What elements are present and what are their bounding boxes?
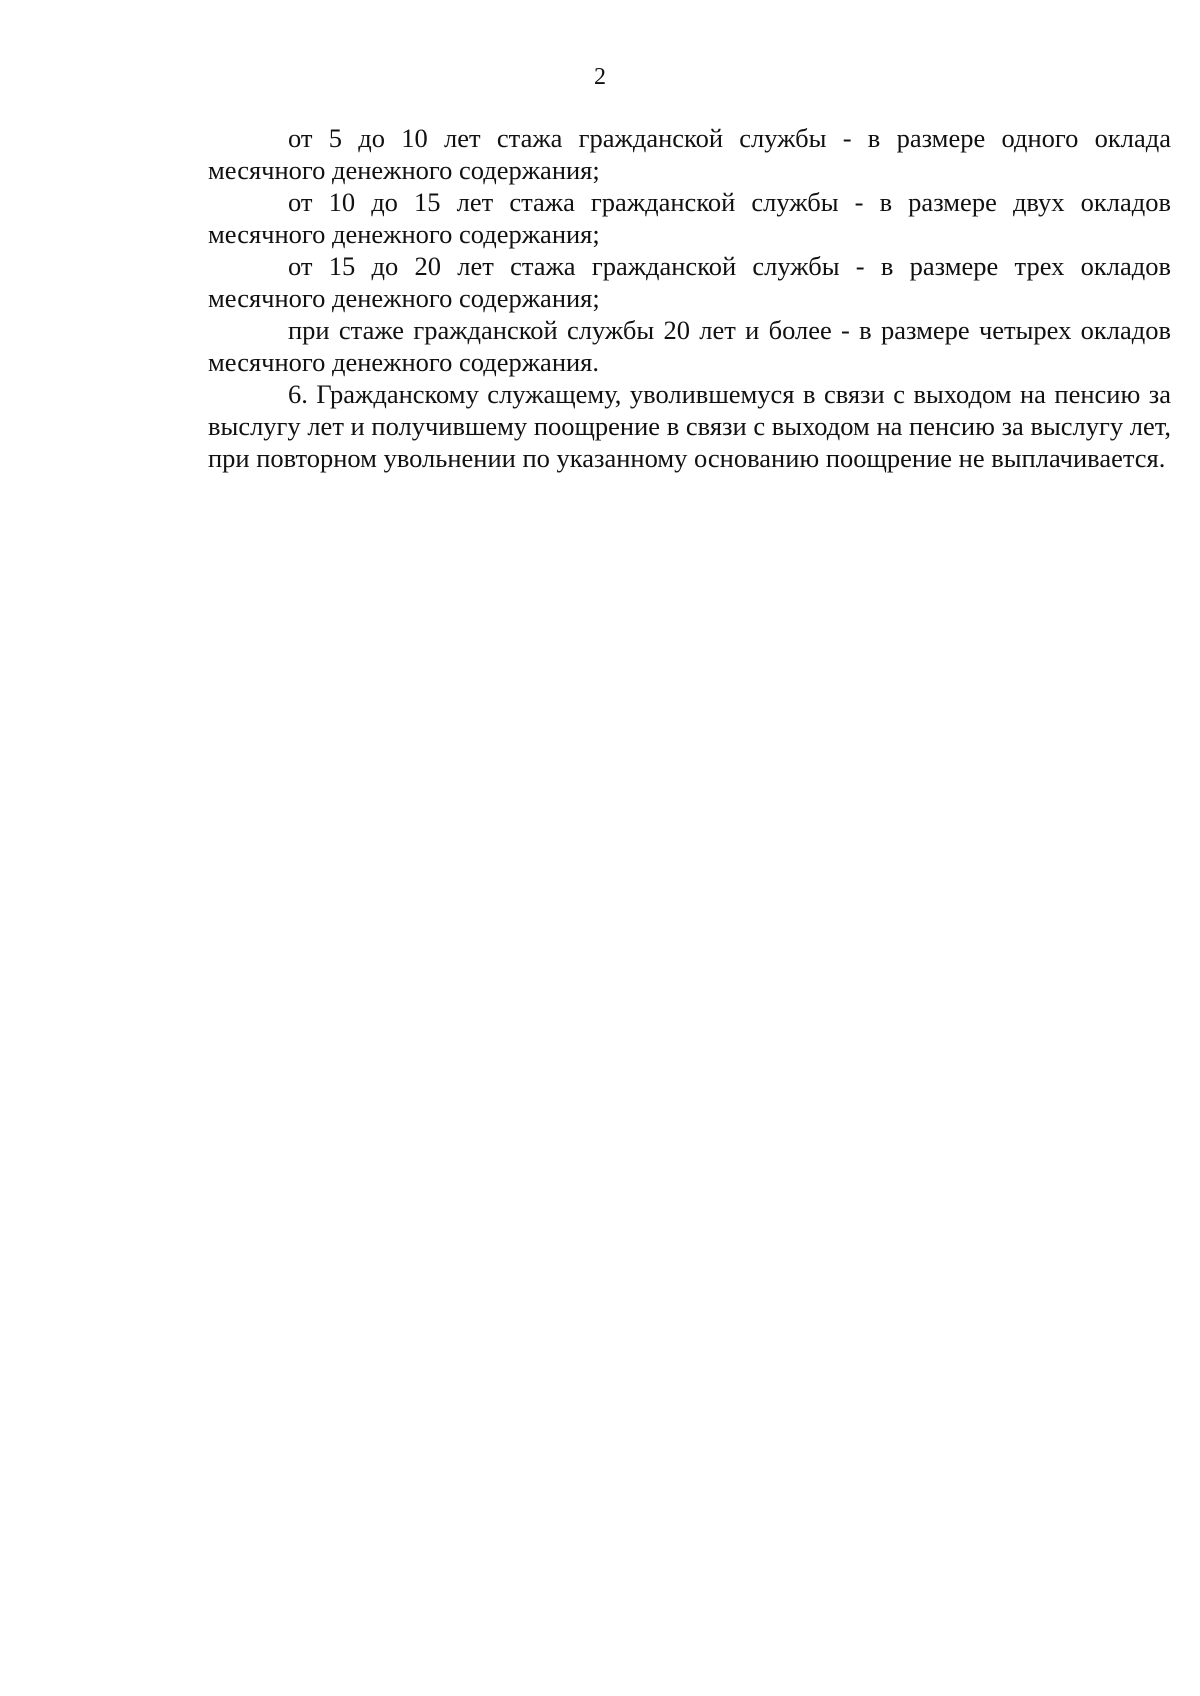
paragraph-20-plus-years: при стаже гражданской службы 20 лет и более - в размере четырех окладов месячного денежного содержания.: [208, 315, 1171, 377]
paragraph-item-6: 6. Гражданскому служащему, уволившемуся в связи с выходом на пенсию за выслугу лет и получившему поощрение в связи с выходом на пенсию за выслугу лет, при повторном увольнении по указанному основанию поощрение не выплачивается.: [208, 379, 1171, 473]
page-number: 2: [594, 64, 606, 90]
paragraph-15-to-20-years: от 15 до 20 лет стажа гражданской службы - в размере трех окладов месячного денежного содержания;: [208, 251, 1171, 313]
paragraph-5-to-10-years: от 5 до 10 лет стажа гражданской службы - в размере одного оклада месячного денежного содержания;: [208, 123, 1171, 185]
paragraph-10-to-15-years: от 10 до 15 лет стажа гражданской службы - в размере двух окладов месячного денежного содержания;: [208, 187, 1171, 249]
document-body: [208, 122, 1171, 474]
